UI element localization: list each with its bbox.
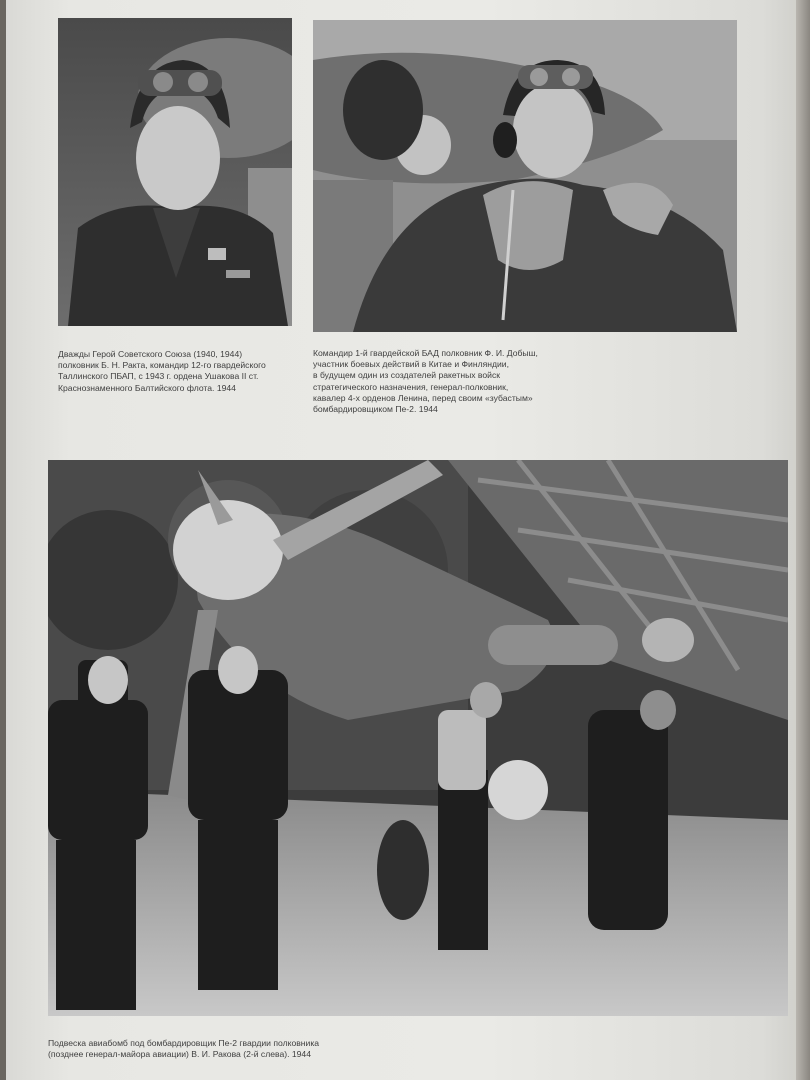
book-binding	[796, 0, 810, 1080]
caption-left-photo: Дважды Герой Советского Союза (1940, 1944) полковник Б. Н. Ракта, командир 12-го гвардейского Таллинского ПБАП, с 1943 г. ордена Ушакова II ст. Краснознаменного Балтийского флота. 1944	[58, 349, 266, 393]
photo-pilot-portrait-left	[58, 18, 292, 326]
photo-pilot-with-aircraft-right	[313, 20, 737, 332]
caption-bottom-photo: Подвеска авиабомб под бомбардировщик Пе-2 гвардии полковника (позднее генерал-майора авиации) В. И. Ракова (2-й слева). 1944	[48, 1038, 320, 1060]
book-page	[6, 0, 802, 1080]
caption-right-photo: Командир 1-й гвардейской БАД полковник Ф. И. Добыш, участник боевых действий в Китае и Финляндии, в будущем один из создателей ракетных войск стратегического назначения, генерал-полковник, кавалер 4-х орденов Ленина, перед своим «зубастым» бомбардировщиком Пе-2. 1944	[313, 348, 538, 415]
photo-bomb-loading-pe2	[48, 460, 788, 1016]
